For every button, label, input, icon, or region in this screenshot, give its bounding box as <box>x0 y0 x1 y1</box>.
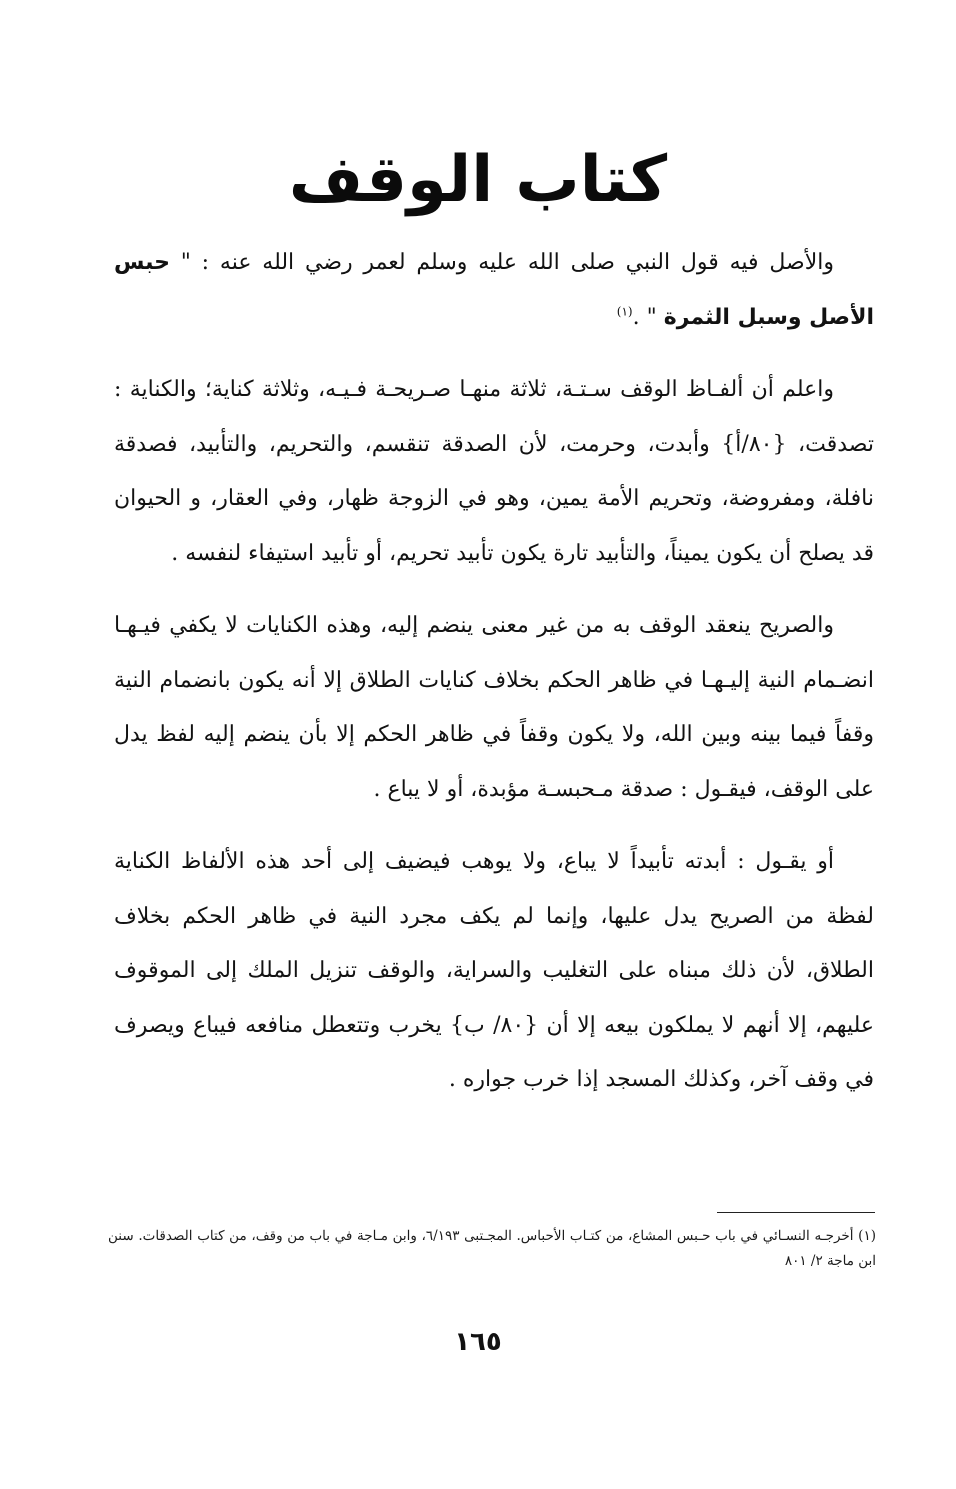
hadith-quote: حبس الأصل وسبل الثمرة <box>114 250 874 330</box>
footnote <box>108 1224 876 1274</box>
paragraph-4: أو يقـول : أبدته تأبيداً لا يباع، ولا يوهب فيضيف إلى أحد هذه الألفاظ الكناية لفظة من الصريح يدل عليها، وإنما لم يكف مجرد النية في ظاهر الحكم بخلاف الطلاق، لأن ذلك مبناه على التغليب والسراية، والوقف تنزيل الملك إلى الموقوف عليهم، إلا أنهم لا يملكون بيعه إلا أن {٨٠/ ب} يخرب وتتعطل منافعه فيباع ويصرف في وقف آخر، وكذلك المسجد إذا خرب جواره . <box>114 849 874 1092</box>
paragraph-1-closing: " . <box>632 304 657 330</box>
footnote-text: (١) أخرجـه النسـائي في باب حـبس المشاع، من كتـاب الأحباس. المجـتبى ٦/١٩٣، وابن مـاجة في باب من وقف، من كتاب الصدقات. سنن ابن ماجة ٢/ ٨٠١ <box>108 1228 876 1269</box>
paragraph-1 <box>114 236 874 345</box>
paragraph-3: والصريح ينعقد الوقف به من غير معنى ينضم إليه، وهذه الكنايات لا يكفي فيـهـا انضـمام النية إليـهـا في ظاهر الحكم بخلاف كنايات الطلاق إلا أنه يكون بانضمام النية وقفاً فيما بينه وبين الله، ولا يكون وقفاً في ظاهر الحكم إلا بأن ينضم إليه لفظ يدل على الوقف، فيقـول : صدقة مـحبسـة مؤبدة، أو لا يباع . <box>114 613 874 802</box>
footnote-reference[interactable]: (١) <box>616 304 633 319</box>
page-number: ١٦٥ <box>454 1327 502 1357</box>
chapter-title: كتاب الوقف <box>288 143 668 217</box>
paragraph-2: واعلم أن ألفـاظ الوقف سـتـة، ثلاثة منهـا صـريحـة فـيـه، وثلاثة كناية؛ والكناية : تصدقت، {٨٠/أ} وأبدت، وحرمت، لأن الصدقة تنقسم، والتحريم، والتأبيد، فصدقة نافلة، ومفروضة، وتحريم الأمة يمين، وهو في الزوجة ظهار، وفي العقار، و الحيوان قد يصلح أن يكون يميناً، والتأبيد تارة يكون تأبيد تحريم، أو تأبيد استيفاء لنفسه . <box>114 377 874 566</box>
paragraph-1-text: والأصل فيه قول النبي صلى الله عليه وسلم لعمر رضي الله عنه : " <box>180 250 834 275</box>
main-text <box>114 236 874 1108</box>
footnote-separator <box>717 1212 875 1213</box>
